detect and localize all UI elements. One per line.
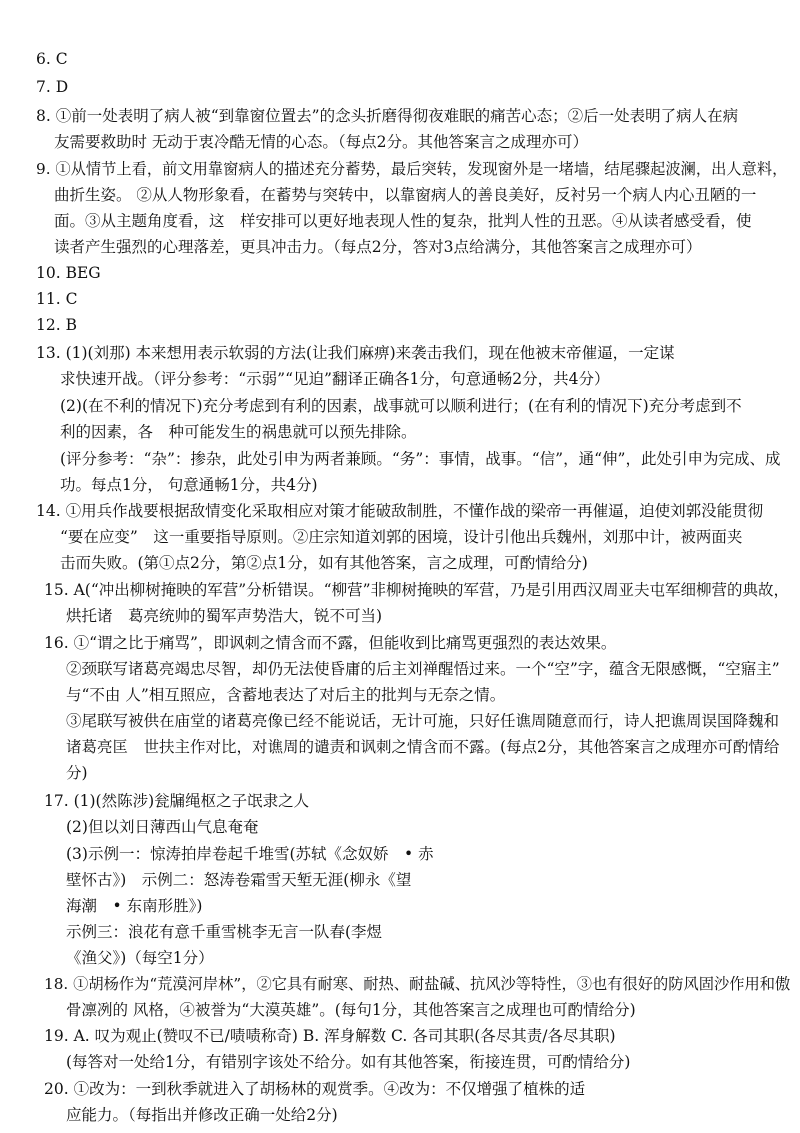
answer-16-line-2: ②颈联写诸葛亮竭忠尽智，却仍无法使昏庸的后主刘禅醒悟过来。一个“空”字，蕴含无限感慨，“空寤主”	[66, 660, 780, 678]
answer-17-line-7: 《渔父》)（每空1分）	[66, 949, 214, 967]
answer-17-line-4: 壁怀古》) 示例二：怒涛卷霜雪天堑无涯(柳永《望	[66, 871, 412, 889]
answer-18-line-1: 18. ①胡杨作为“荒漠河岸林”，②它具有耐寒、耐热、耐盐碱、抗风沙等特性，③也有很好的防风固沙作用和傲	[44, 975, 791, 993]
answer-13-line-2: 求快速开战。（评分参考：“示弱”“见迫”翻译正确各1分，句意通畅2分，共4分）	[60, 370, 610, 388]
answer-9-line-1: 9. ①从情节上看，前文用靠窗病人的描述充分蓄势，最后突转，发现窗外是一堵墙，结尾骤起波澜，出人意料，	[36, 160, 788, 178]
answer-9-line-4: 读者产生强烈的心理落差，更具冲击力。（每点2分，答对3点给满分，其他答案言之成理亦可）	[54, 238, 702, 256]
answer-19-line-2: (每答对一处给1分，有错别字该处不给分。如有其他答案，衔接连贯，可酌情给分)	[66, 1053, 631, 1071]
answer-8-line-1: 8. ①前一处表明了病人被“到靠窗位置去”的念头折磨得彻夜难眠的痛苦心态；②后一处表明了病人在病	[36, 107, 739, 125]
answer-13-line-3: (2)(在不利的情况下)充分考虑到有利的因素，战事就可以顺利进行；(在有利的情况下)充分考虑到不	[60, 397, 742, 415]
answer-14-line-1: 14. ①用兵作战要根据敌情变化采取相应对策才能破敌制胜，不懂作战的梁帝一再催逼，迫使刘郭没能贯彻	[36, 502, 764, 520]
answer-20-line-2: 应能力。（每指出并修改正确一处给2分)	[66, 1106, 338, 1124]
answer-13-line-5: (评分参考：“杂”：掺杂，此处引申为两者兼顾。“务”：事情，战事。“信”，通“伸”，此处引申为完成、成	[60, 450, 781, 468]
answer-8-line-2: 友需要救助时 无动于衷冷酷无情的心态。（每点2分。其他答案言之成理亦可）	[54, 133, 589, 151]
answer-16-line-1: 16. ①“谓之比于痛骂”，即讽刺之情含而不露，但能收到比痛骂更强烈的表达效果。	[44, 634, 617, 652]
answer-17-line-5: 海潮 • 东南形胜》)	[66, 897, 203, 915]
answer-13-line-1: 13. (1)(刘那) 本来想用表示软弱的方法(让我们麻痹)来袭击我们，现在他被末帝催逼，一定谋	[36, 344, 675, 362]
answer-14-line-2: “要在应变” 这一重要指导原则。②庄宗知道刘郭的困境，设计引他出兵魏州，刘那中计，被两面夹	[60, 528, 743, 546]
answer-16-line-4: ③尾联写被供在庙堂的诸葛亮像已经不能说话，无计可施，只好任谯周随意而行，诗人把谯周误国降魏和	[66, 712, 780, 730]
answer-15-line-1: 15. A(“冲出柳树掩映的军营”分析错误。“柳营”非柳树掩映的军营，乃是引用西汉周亚夫屯军细柳营的典故，	[44, 581, 790, 599]
answer-9-line-3: 面。③从主题角度看，这 样安排可以更好地表现人性的复杂，批判人性的丑恶。④从读者感受看，使	[54, 212, 752, 230]
answer-18-line-2: 骨凛冽的 风格，④被誉为“大漠英雄”。(每句1分，其他答案言之成理也可酌情给分)	[66, 1001, 636, 1019]
answer-15-line-2: 烘托诸 葛亮统帅的蜀军声势浩大，锐不可当)	[66, 607, 383, 625]
answer-17-line-3: (3)示例一：惊涛拍岸卷起千堆雪(苏轼《念奴娇 • 赤	[66, 845, 434, 863]
answer-14-line-3: 击而失败。(第①点2分，第②点1分，如有其他答案，言之成理，可酌情给分)	[60, 554, 588, 572]
answer-16-line-6: 分)	[66, 764, 88, 782]
answer-11: 11. C	[36, 290, 78, 308]
answer-6: 6. C	[36, 50, 68, 68]
answer-7: 7. D	[36, 78, 69, 96]
answer-17-line-1: 17. (1)(然陈涉)瓮牖绳枢之子氓隶之人	[44, 792, 310, 810]
answer-13-line-6: 功。每点1分， 句意通畅1分，共4分)	[60, 476, 318, 494]
answer-9-line-2: 曲折生姿。 ②从人物形象看，在蓄势与突转中，以靠窗病人的善良美好，反衬另一个病人内心丑陋的一	[54, 186, 757, 204]
answer-16-line-3: 与“不由 人”相互照应，含蓄地表达了对后主的批判与无奈之情。	[66, 686, 506, 704]
answer-17-line-2: (2)但以刘日薄西山气息奄奄	[66, 818, 259, 836]
answer-16-line-5: 诸葛亮匡 世扶主作对比，对谯周的谴责和讽刺之情含而不露。(每点2分，其他答案言之成理亦可酌情给	[66, 738, 780, 756]
answer-13-line-4: 利的因素，各 种可能发生的祸患就可以预先排除。	[60, 423, 417, 441]
answer-10: 10. BEG	[36, 264, 101, 282]
answer-20-line-1: 20. ①改为：一到秋季就进入了胡杨林的观赏季。④改为：不仅增强了植株的适	[44, 1080, 586, 1098]
answer-12: 12. B	[36, 316, 77, 334]
answer-17-line-6: 示例三：浪花有意千重雪桃李无言一队春(李煜	[66, 923, 383, 941]
answer-19-line-1: 19. A. 叹为观止(赞叹不已/啧啧称奇) B. 浑身解数 C. 各司其职(各尽其责/各尽其职)	[44, 1027, 616, 1045]
